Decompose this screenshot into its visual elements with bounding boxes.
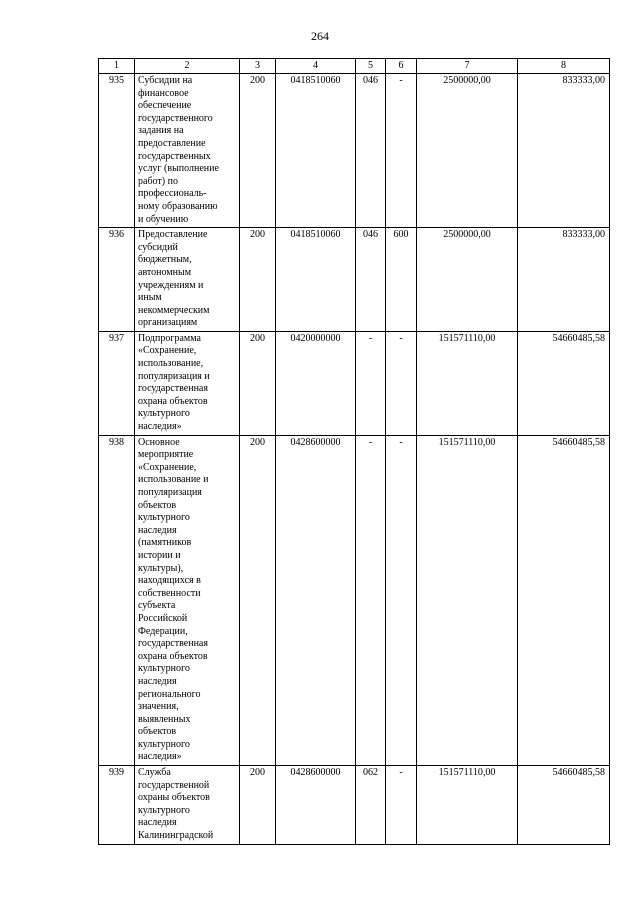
cell-col8: 833333,00: [518, 228, 610, 332]
cell-col5: 062: [356, 766, 386, 845]
row-description: Служба государственной охраны объектов культурного наследия Калининградской: [135, 766, 240, 845]
cell-col7: 151571110,00: [417, 331, 518, 435]
cell-col5: -: [356, 435, 386, 765]
cell-col3: 200: [240, 766, 276, 845]
table-row: [99, 74, 610, 228]
column-header: 2: [135, 59, 240, 74]
row-number: 937: [99, 331, 135, 435]
column-header: 3: [240, 59, 276, 74]
budget-table: [98, 58, 610, 845]
cell-col6: 600: [386, 228, 417, 332]
table-row: [99, 228, 610, 332]
column-header: 6: [386, 59, 417, 74]
cell-col7: 151571110,00: [417, 766, 518, 845]
cell-col6: -: [386, 74, 417, 228]
cell-col4: 0428600000: [276, 435, 356, 765]
cell-col8: 833333,00: [518, 74, 610, 228]
cell-col3: 200: [240, 331, 276, 435]
row-number: 938: [99, 435, 135, 765]
cell-col3: 200: [240, 228, 276, 332]
cell-col5: -: [356, 331, 386, 435]
row-number: 935: [99, 74, 135, 228]
cell-col4: 0418510060: [276, 228, 356, 332]
cell-col8: 54660485,58: [518, 435, 610, 765]
row-description: Предоставление субсидий бюджетным, автономным учреждениям и иным некоммерческим организациям: [135, 228, 240, 332]
cell-col6: -: [386, 331, 417, 435]
cell-col5: 046: [356, 228, 386, 332]
column-header: 1: [99, 59, 135, 74]
cell-col8: 54660485,58: [518, 331, 610, 435]
cell-col4: 0420000000: [276, 331, 356, 435]
page-number: 264: [311, 29, 329, 43]
cell-col5: 046: [356, 74, 386, 228]
cell-col4: 0428600000: [276, 766, 356, 845]
table-header-row: [99, 59, 610, 74]
cell-col3: 200: [240, 74, 276, 228]
cell-col7: 151571110,00: [417, 435, 518, 765]
table-row: [99, 435, 610, 765]
row-description: Основное мероприятие «Сохранение, использование и популяризация объектов культурного наследия (памятников истории и культуры), находящихся в собственности субъекта Российской Федерации, государственная охрана объектов культурного наследия регионального значения, выявленных объектов культурного наследия»: [135, 435, 240, 765]
column-header: 4: [276, 59, 356, 74]
cell-col7: 2500000,00: [417, 228, 518, 332]
cell-col6: -: [386, 766, 417, 845]
cell-col6: -: [386, 435, 417, 765]
row-description: Субсидии на финансовое обеспечение государственного задания на предоставление государственных услуг (выполнение работ) по профессиональ- ному образованию и обучению: [135, 74, 240, 228]
column-header: 8: [518, 59, 610, 74]
table-row: [99, 766, 610, 845]
cell-col4: 0418510060: [276, 74, 356, 228]
column-header: 7: [417, 59, 518, 74]
row-number: 936: [99, 228, 135, 332]
cell-col3: 200: [240, 435, 276, 765]
table-row: [99, 331, 610, 435]
row-description: Подпрограмма «Сохранение, использование, популяризация и государственная охрана объектов культурного наследия»: [135, 331, 240, 435]
cell-col7: 2500000,00: [417, 74, 518, 228]
column-header: 5: [356, 59, 386, 74]
row-number: 939: [99, 766, 135, 845]
cell-col8: 54660485,58: [518, 766, 610, 845]
